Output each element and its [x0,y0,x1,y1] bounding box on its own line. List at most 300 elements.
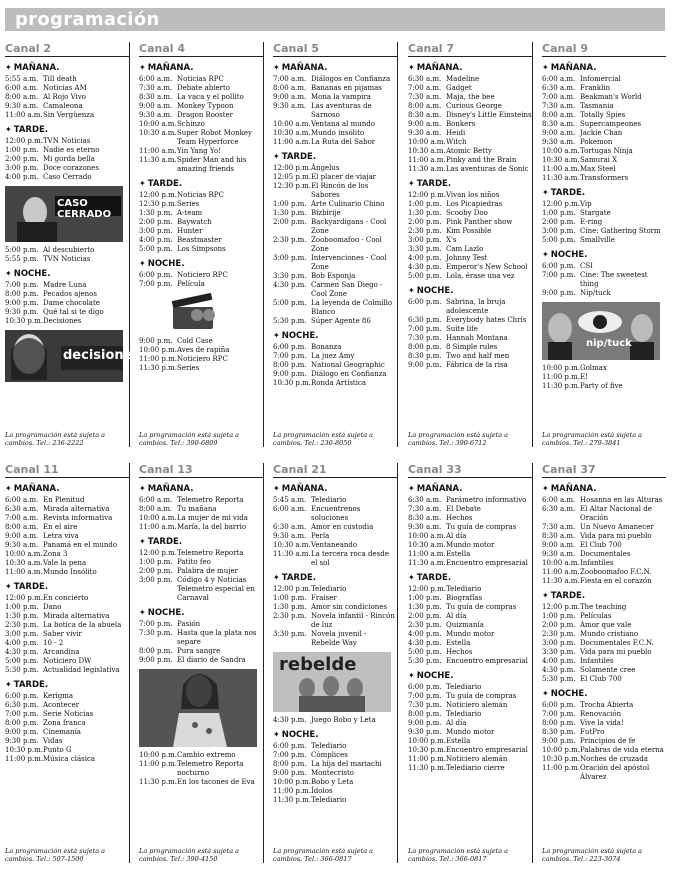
program-title: 8 Simple rules [446,343,498,351]
time-block-label: TARDE. [281,573,317,583]
program-entry [273,742,397,751]
program-title: Bobo y Leta [311,778,354,786]
program-time: 6:00 p.m. [273,343,307,351]
program-title: FutPro [580,728,605,736]
bullet-icon: ✦ [542,188,549,197]
program-time: 2:30 p.m. [408,621,442,629]
program-time: 9:00 p.m. [273,370,307,378]
program-entry [139,364,263,373]
program-title: Al día [446,719,467,727]
program-title: El Rincón de los Sabores [311,182,369,199]
program-entry [5,666,129,675]
time-block-label: NOCHE. [281,331,319,341]
program-title: Bob Esponja [311,272,356,280]
program-entry [139,200,263,209]
program-time: 1:30 p.m. [273,209,307,217]
program-entry [273,173,397,182]
program-time: 8:00 p.m. [273,760,307,768]
program-entry [542,737,666,746]
program-time: 8:30 p.m. [542,728,576,736]
program-time: 6:00 p.m. [408,298,442,306]
program-entry [273,778,397,787]
program-title: A-team [177,209,203,217]
program-title: Al Rojo Vivo [43,93,86,101]
time-block-label: NOCHE. [147,259,185,269]
program-title: La tercera roca desde el sol [311,550,389,567]
bullet-icon: ✦ [139,63,146,72]
time-block-label: MAÑANA. [147,63,194,73]
program-entry [273,281,397,299]
program-entry [542,120,666,129]
program-time: 6:30 p.m. [408,316,442,324]
program-title: Infantiles [580,559,614,567]
program-title: Parámetro informativo [446,496,527,504]
program-title: Noticiero alemán [446,755,508,763]
program-title: Documentales [580,550,631,558]
program-entry [5,701,129,710]
time-block-label: TARDE. [147,179,183,189]
program-time: 7:00 p.m. [273,751,307,759]
program-time: 10:00 p.m. [139,346,177,354]
program-title: El Club 700 [580,675,622,683]
program-entry [542,156,666,165]
time-block-label: MAÑANA. [416,63,463,73]
program-title: Zooboomafoo F.C.N. [580,568,652,576]
program-entry [139,576,263,603]
program-entry [139,496,263,505]
program-title: Súper Agente 86 [311,317,371,325]
program-entry [408,361,532,370]
time-block-label: TARDE. [147,537,183,547]
program-time: 12:00 p.m. [273,164,311,172]
program-time: 7:30 a.m. [408,505,442,513]
schedule-note [542,847,664,863]
program-time: 9:30 p.m. [5,737,39,745]
program-time: 2:30 p.m. [5,621,39,629]
program-time: 9:30 a.m. [139,111,173,119]
program-time: 6:00 p.m. [408,683,442,691]
program-entry [408,621,532,630]
program-title: Novela juvenil - Rebelde Way [311,630,367,647]
program-entry [542,84,666,93]
program-title: Bananas en pijamas [311,84,382,92]
program-time: 2:00 p.m. [273,218,307,226]
program-entry [5,541,129,550]
program-entry [5,84,129,93]
program-time: 5:00 p.m. [542,236,576,244]
program-time: 5:00 p.m. [408,272,442,280]
program-entry [408,298,532,316]
schedule-row-1 [5,42,665,447]
program-time: 12:30 p.m. [273,182,311,190]
program-time: 9:00 a.m. [542,129,576,137]
program-entry [139,227,263,236]
program-title: Juego Bobo y Leta [311,716,376,724]
time-block-heading [5,125,129,135]
program-title: Palabra de mujer [177,567,238,575]
program-time: 7:30 p.m. [408,701,442,709]
program-time: 9:00 p.m. [139,656,173,664]
program-title: Till death [43,75,77,83]
time-block-heading [273,484,397,494]
program-entry [139,280,263,289]
bullet-icon: ✦ [408,671,415,680]
time-block-heading [273,152,397,162]
program-title: La Ruta del Sabor [311,138,376,146]
program-entry [408,245,532,254]
program-title: Al descubierto [43,246,95,254]
program-time: 10:00 p.m. [273,778,311,786]
program-title: Johnny Test [446,254,488,262]
bullet-icon: ✦ [273,484,280,493]
program-title: Mundo Insólito [43,568,97,576]
program-entry [139,620,263,629]
program-time: 6:00 a.m. [273,505,307,513]
bullet-icon: ✦ [139,537,146,546]
program-title: Scooby Doo [446,209,488,217]
program-time: 9:00 p.m. [5,299,39,307]
program-entry [273,505,397,523]
program-entry [5,719,129,728]
program-entry [542,523,666,532]
program-entry [273,317,397,326]
program-entry [542,550,666,559]
program-time: 8:00 a.m. [5,93,39,101]
program-time: 8:00 p.m. [408,343,442,351]
program-entry [542,621,666,630]
program-title: Serie Noticias [43,710,94,718]
program-title: Hasta que la plata nos separe [177,629,257,646]
program-title: Gadget [446,84,472,92]
program-time: 11:00 p.m. [139,355,177,363]
program-title: Los Picapiedras [446,200,503,208]
program-title: El Debate [446,505,481,513]
time-block-label: NOCHE. [281,730,319,740]
program-time: 5:30 p.m. [542,675,576,683]
program-time: 10:00 p.m. [542,746,580,754]
program-time: 2:00 p.m. [542,621,576,629]
time-block-label: TARDE. [13,125,49,135]
time-block-heading [408,671,532,681]
program-title: Telediario [446,710,482,718]
time-block-heading [139,608,263,618]
time-block-heading [408,573,532,583]
program-title: Telemetro Reporta [177,549,244,557]
program-title: Novela infantil - Rincón de luz [311,612,395,629]
program-title: Quizmanía [446,621,484,629]
program-entry [5,173,129,182]
program-entry [139,337,263,346]
program-time: 11:30 a.m. [139,156,177,164]
program-entry [408,514,532,523]
program-time: 12:00 p.m. [542,200,580,208]
program-time: 5:00 p.m. [5,246,39,254]
time-block-label: NOCHE. [550,250,588,260]
program-title: Dame chocolate [43,299,100,307]
program-time: 4:00 p.m. [5,639,39,647]
program-time: 1:00 p.m. [139,558,173,566]
program-entry [273,612,397,630]
program-time: 6:30 a.m. [408,75,442,83]
program-entry [139,647,263,656]
program-time: 3:30 p.m. [273,272,307,280]
program-title: Panamá en el mundo [43,541,118,549]
program-time: 6:30 a.m. [273,523,307,531]
program-time: 4:30 p.m. [273,281,307,289]
program-entry [5,728,129,737]
program-entry [5,102,129,111]
program-entry [408,165,532,174]
program-time: 11:00 p.m. [542,373,580,381]
schedule-note [408,431,530,447]
program-entry [408,532,532,541]
program-entry [408,120,532,129]
program-time: 8:00 p.m. [273,361,307,369]
program-title: Trocha Abierta [580,701,634,709]
program-entry [542,200,666,209]
program-entry [139,93,263,102]
time-block-heading [408,286,532,296]
program-entry [408,263,532,272]
program-title: Sabrina, la bruja adolescente [446,298,506,315]
program-entry [5,255,129,264]
program-entry [542,710,666,719]
note-text: La programación está sujeta a cambios. Tel.: [408,847,509,863]
bullet-icon: ✦ [139,484,146,493]
time-block-heading [542,689,666,699]
program-time: 9:00 p.m. [542,289,576,297]
program-time: 7:00 p.m. [273,352,307,360]
program-entry [408,585,532,594]
program-entry [139,245,263,254]
program-title: Cinemanía [43,728,81,736]
program-entry [139,760,263,778]
note-text: La programación está sujeta a cambios. Tel.: [273,847,374,863]
program-entry [273,254,397,272]
sandra-photo [139,669,257,747]
program-title: Revista informativa [43,514,113,522]
program-entry [5,146,129,155]
program-title: Telediario cierre [446,764,505,772]
bullet-icon: ✦ [542,591,549,600]
channel-column [139,463,264,863]
program-entry [542,505,666,523]
program-title: Bizbirije [311,209,341,217]
program-entry [5,246,129,255]
bullet-icon: ✦ [273,152,280,161]
program-entry [408,737,532,746]
time-block-heading [408,63,532,73]
program-entry [542,746,666,755]
program-entry [408,200,532,209]
program-entry [408,352,532,361]
time-block-heading [139,259,263,269]
program-entry [542,719,666,728]
bullet-icon: ✦ [542,63,549,72]
note-phone: 366-0817 [320,855,352,863]
program-entry [408,156,532,165]
time-block-label: MAÑANA. [147,484,194,494]
program-title: Doce corazones [43,164,99,172]
program-entry [139,514,263,523]
program-entry [273,120,397,129]
program-title: La hija del mariachi [311,760,382,768]
program-entry [408,719,532,728]
program-time: 8:00 p.m. [542,719,576,727]
program-time: 12:00 p.m. [139,191,177,199]
program-time: 4:00 p.m. [408,630,442,638]
program-entry [408,764,532,773]
program-time: 3:00 p.m. [542,639,576,647]
niptuck-logo-text: nip/tuck [586,338,632,349]
program-time: 9:00 p.m. [408,361,442,369]
program-time: 10:30 a.m. [5,559,43,567]
program-title: Hannah Montana [446,334,508,342]
program-entry [542,209,666,218]
program-title: El placer de viajar [311,173,377,181]
time-block-label: NOCHE. [416,286,454,296]
program-title: Maja, the bee [446,93,495,101]
program-time: 8:00 a.m. [408,102,442,110]
program-entry [273,102,397,120]
program-entry [5,559,129,568]
program-time: 6:00 p.m. [273,742,307,750]
program-time: 11:00 p.m. [139,760,177,768]
program-title: Dano [43,603,62,611]
bullet-icon: ✦ [542,689,549,698]
program-entry [139,629,263,647]
program-title: Mundo cristiano [580,630,639,638]
schedule-note [5,847,127,863]
program-entry [273,209,397,218]
program-title: El Altar Nacional de Oración [580,505,652,522]
program-entry [408,648,532,657]
program-title: Debate abierto [177,84,230,92]
program-entry [5,630,129,639]
program-time: 10:30 a.m. [273,129,311,137]
program-time: 9:00 p.m. [139,337,173,345]
program-time: 7:30 p.m. [408,334,442,342]
program-time: 7:00 p.m. [542,710,576,718]
program-title: Encuentro empresarial [446,657,528,665]
program-time: 1:00 p.m. [542,612,576,620]
program-entry [542,147,666,156]
bullet-icon: ✦ [139,179,146,188]
program-time: 1:00 p.m. [542,209,576,217]
program-title: Tasmania [580,102,614,110]
program-time: 9:30 a.m. [5,541,39,549]
program-title: Sin Vergüenza [43,111,95,119]
program-time: 8:30 a.m. [542,120,576,128]
program-time: 10:00 p.m. [139,751,177,759]
program-title: Mirada alternativa [43,612,110,620]
program-title: Disney's Little Einsteins [446,111,532,119]
program-entry [273,370,397,379]
program-entry [273,299,397,317]
program-time: 11:00 a.m. [408,156,446,164]
program-entry [273,379,397,388]
program-entry [408,701,532,710]
program-time: 7:30 a.m. [542,523,576,531]
time-block-heading [5,63,129,73]
program-title: Max Steel [580,165,616,173]
program-entry [5,621,129,630]
program-entry [273,716,397,725]
bullet-icon: ✦ [273,573,280,582]
program-entry [5,648,129,657]
program-title: Noticiero DW [43,657,92,665]
program-title: Nip/tuck [580,289,611,297]
program-title: Telediario [446,585,482,593]
program-title: Ronda Artística [311,379,367,387]
program-entry [408,505,532,514]
program-time: 12:00 p.m. [408,585,446,593]
program-time: 11:30 a.m. [542,174,580,182]
note-phone: 390-4150 [186,855,218,863]
program-time: 12:00 p.m. [5,594,43,602]
program-entry [408,227,532,236]
program-entry [273,84,397,93]
program-time: 4:00 p.m. [542,657,576,665]
program-title: Telemetro Reporta [177,496,244,504]
program-entry [273,496,397,505]
program-entry [5,568,129,577]
channel-title: Canal 2 [5,42,129,57]
program-title: Punto G [43,746,72,754]
program-entry [273,361,397,370]
program-title: Mundo motor [446,728,495,736]
program-title: Noticiero RPC [177,271,228,279]
note-phone: 236-2222 [52,439,84,447]
program-time: 1:00 p.m. [5,146,39,154]
program-time: 10:30 p.m. [542,755,580,763]
bullet-icon: ✦ [408,179,415,188]
program-title: Perla [311,532,330,540]
program-time: 1:30 p.m. [408,209,442,217]
program-title: Montecristo [311,769,354,777]
program-title: Madeline [446,75,480,83]
program-title: Smallville [580,236,615,244]
program-time: 12:00 p.m. [542,603,580,611]
time-block-label: MAÑANA. [416,484,463,494]
program-entry [5,155,129,164]
program-time: 5:55 a.m. [5,75,39,83]
program-title: Golmax [580,364,607,372]
program-time: 5:00 p.m. [408,648,442,656]
program-time: 12:00 p.m. [408,191,446,199]
program-title: Mirada alternativa [43,505,110,513]
program-time: 6:30 a.m. [408,496,442,504]
schedule-note [139,847,261,863]
program-entry [139,111,263,120]
program-title: Backyardigans - Cool Zone [311,218,387,235]
channel-title: Canal 33 [408,463,532,478]
program-title: Estella [446,550,471,558]
program-time: 8:30 a.m. [542,532,576,540]
program-time: 6:00 p.m. [542,701,576,709]
program-title: The teaching [580,603,627,611]
channel-title: Canal 5 [273,42,397,57]
program-title: Witch [446,138,467,146]
program-time: 5:45 a.m. [273,496,307,504]
program-entry [408,594,532,603]
caso-cerrado-logo-text: CASO CERRADO [57,198,112,220]
program-entry [5,657,129,666]
program-title: Amor que vale [580,621,632,629]
program-entry [139,191,263,200]
program-entry [542,111,666,120]
time-block-heading [542,63,666,73]
